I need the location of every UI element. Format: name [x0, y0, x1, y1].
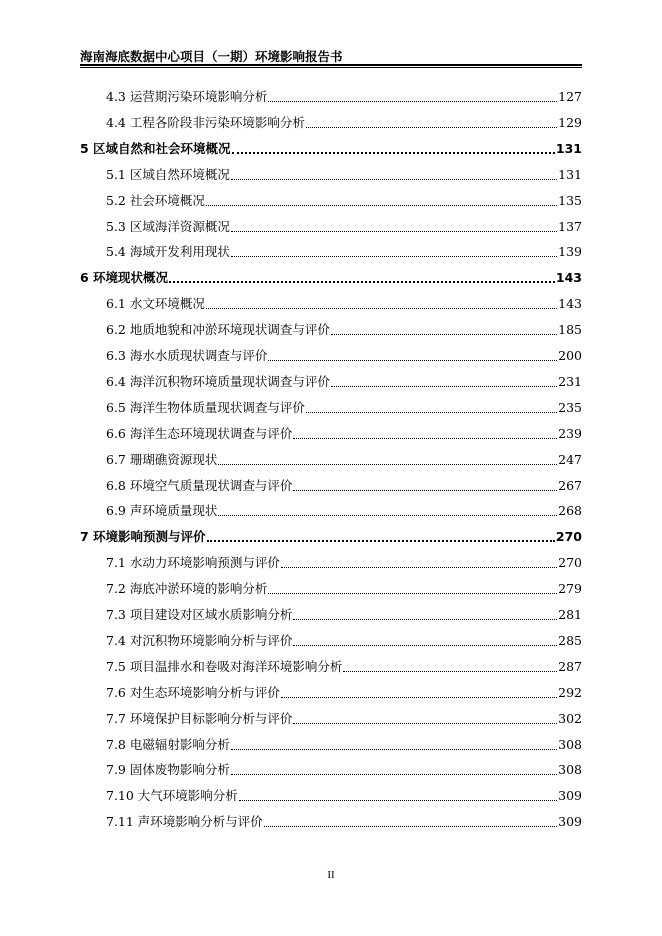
toc-dot-leader — [306, 127, 557, 128]
toc-entry-title: 6.4 海洋沉积物环境质量现状调查与评价 — [106, 373, 330, 389]
toc-entry-page: 268 — [558, 503, 582, 519]
toc-section-entry[interactable] — [106, 758, 582, 778]
toc-dot-leader — [207, 540, 555, 542]
toc-entry-page: 143 — [558, 296, 582, 312]
toc-dot-leader — [293, 645, 557, 646]
toc-entry-title: 5.1 区域自然环境概况 — [106, 166, 230, 182]
toc-entry-page: 281 — [558, 607, 582, 622]
toc-dot-leader — [281, 567, 557, 568]
toc-entry-title: 7.1 水动力环境影响预测与评价 — [106, 555, 280, 571]
toc-entry-page: 302 — [558, 710, 582, 726]
toc-entry-page: 143 — [555, 270, 582, 286]
toc-section-entry[interactable] — [106, 784, 582, 804]
toc-entry-title: 6.9 声环境质量现状 — [106, 503, 218, 519]
toc-chapter-entry[interactable] — [80, 137, 582, 157]
toc-entry-page: 309 — [558, 814, 582, 830]
toc-entry-title: 7.6 对生态环境影响分析与评价 — [106, 684, 280, 700]
page-header-title: 海南海底数据中心项目（一期）环境影响报告书 — [80, 49, 343, 64]
toc-entry-page: 267 — [558, 477, 582, 493]
toc-dot-leader — [231, 179, 557, 180]
toc-section-entry[interactable] — [106, 655, 582, 675]
toc-dot-leader — [268, 593, 557, 594]
toc-section-entry[interactable] — [106, 474, 582, 494]
toc-section-entry[interactable] — [106, 551, 582, 571]
toc-dot-leader — [239, 800, 557, 801]
toc-entry-title: 5.4 海域开发利用现状 — [106, 244, 230, 260]
toc-entry-title: 7.5 项目温排水和卷吸对海洋环境影响分析 — [106, 658, 343, 674]
toc-entry-title: 6 环境现状概况 — [80, 270, 169, 286]
toc-section-entry[interactable] — [106, 85, 582, 105]
toc-entry-page: 127 — [558, 89, 582, 104]
toc-section-entry[interactable] — [106, 344, 582, 364]
toc-section-entry[interactable] — [106, 111, 582, 131]
toc-dot-leader — [231, 256, 557, 257]
toc-entry-page: 308 — [558, 736, 582, 752]
toc-entry-page: 129 — [558, 114, 582, 130]
toc-dot-leader — [231, 749, 557, 750]
toc-entry-page: 235 — [558, 399, 582, 415]
toc-entry-title: 5.2 社会环境概况 — [106, 192, 205, 208]
toc-dot-leader — [231, 231, 557, 232]
toc-entry-page: 200 — [558, 348, 582, 363]
toc-dot-leader — [293, 619, 557, 620]
toc-section-entry[interactable] — [106, 422, 582, 442]
toc-entry-page: 292 — [558, 684, 582, 700]
toc-dot-leader — [268, 101, 557, 102]
toc-entry-page: 309 — [558, 788, 582, 804]
toc-section-entry[interactable] — [106, 215, 582, 235]
toc-entry-page: 135 — [558, 192, 582, 208]
toc-entry-page: 239 — [558, 425, 582, 441]
toc-entry-title: 6.8 环境空气质量现状调查与评价 — [106, 477, 293, 493]
toc-entry-page: 131 — [558, 166, 582, 182]
toc-dot-leader — [218, 515, 557, 516]
toc-dot-leader — [293, 490, 557, 491]
toc-section-entry[interactable] — [106, 318, 582, 338]
toc-entry-title: 7.10 大气环境影响分析 — [106, 788, 238, 804]
toc-section-entry[interactable] — [106, 240, 582, 260]
toc-entry-title: 4.3 运营期污染环境影响分析 — [106, 89, 268, 104]
toc-section-entry[interactable] — [106, 681, 582, 701]
header-rule-thin — [80, 67, 582, 68]
toc-section-entry[interactable] — [106, 499, 582, 519]
toc-chapter-entry[interactable] — [80, 525, 582, 545]
toc-entry-title: 7.4 对沉积物环境影响分析与评价 — [106, 632, 293, 648]
toc-dot-leader — [206, 205, 557, 206]
toc-entry-title: 7.11 声环境影响分析与评价 — [106, 814, 263, 830]
toc-entry-page: 287 — [558, 658, 582, 674]
toc-section-entry[interactable] — [106, 370, 582, 390]
toc-entry-title: 7 环境影响预测与评价 — [80, 529, 206, 545]
toc-section-entry[interactable] — [106, 163, 582, 183]
toc-section-entry[interactable] — [106, 292, 582, 312]
toc-entry-page: 279 — [558, 581, 582, 597]
toc-entry-page: 137 — [558, 218, 582, 234]
toc-entry-title: 5.3 区域海洋资源概况 — [106, 218, 230, 234]
toc-section-entry[interactable] — [106, 577, 582, 597]
toc-dot-leader — [281, 697, 557, 698]
toc-entry-title: 6.6 海洋生态环境现状调查与评价 — [106, 425, 293, 441]
toc-dot-leader — [231, 774, 557, 775]
toc-dot-leader — [293, 723, 557, 724]
header-rule-thick — [80, 64, 582, 66]
toc-dot-leader — [331, 386, 557, 387]
toc-section-entry[interactable] — [106, 448, 582, 468]
page-number: II — [327, 869, 335, 881]
toc-entry-title: 6.3 海水水质现状调查与评价 — [106, 348, 268, 363]
toc-dot-leader — [169, 281, 555, 283]
toc-chapter-entry[interactable] — [80, 266, 582, 286]
toc-entry-page: 270 — [555, 529, 582, 545]
toc-entry-title: 6.1 水文环境概况 — [106, 296, 205, 312]
toc-entry-title: 5 区域自然和社会环境概况 — [80, 140, 231, 156]
toc-section-entry[interactable] — [106, 189, 582, 209]
toc-entry-page: 270 — [558, 555, 582, 571]
toc-dot-leader — [268, 360, 557, 361]
toc-section-entry[interactable] — [106, 603, 582, 623]
toc-entry-page: 231 — [558, 373, 582, 389]
toc-entry-page: 247 — [558, 451, 582, 467]
toc-entry-page: 139 — [558, 244, 582, 260]
toc-dot-leader — [306, 412, 557, 413]
toc-section-entry[interactable] — [106, 733, 582, 753]
toc-entry-page: 308 — [558, 762, 582, 778]
toc-entry-title: 7.7 环境保护目标影响分析与评价 — [106, 710, 293, 726]
toc-dot-leader — [206, 308, 557, 309]
toc-entry-page: 185 — [558, 322, 582, 338]
toc-dot-leader — [343, 671, 557, 672]
toc-section-entry[interactable] — [106, 396, 582, 416]
toc-entry-title: 7.3 项目建设对区域水质影响分析 — [106, 607, 293, 622]
toc-entry-title: 6.2 地质地貌和冲淤环境现状调查与评价 — [106, 322, 330, 338]
toc-dot-leader — [331, 334, 557, 335]
toc-section-entry[interactable] — [106, 707, 582, 727]
toc-dot-leader — [264, 826, 557, 827]
toc-entry-title: 7.2 海底冲淤环境的影响分析 — [106, 581, 268, 597]
toc-entry-title: 7.8 电磁辐射影响分析 — [106, 736, 230, 752]
toc-section-entry[interactable] — [106, 629, 582, 649]
toc-entry-title: 6.5 海洋生物体质量现状调查与评价 — [106, 399, 305, 415]
toc-entry-title: 7.9 固体废物影响分析 — [106, 762, 230, 778]
toc-entry-title: 4.4 工程各阶段非污染环境影响分析 — [106, 114, 305, 130]
toc-dot-leader — [232, 152, 555, 154]
toc-entry-title: 6.7 珊瑚礁资源现状 — [106, 451, 218, 467]
toc-entry-page: 131 — [555, 140, 582, 156]
toc-section-entry[interactable] — [106, 810, 582, 830]
toc-entry-page: 285 — [558, 632, 582, 648]
toc-dot-leader — [293, 438, 557, 439]
toc-dot-leader — [218, 464, 557, 465]
